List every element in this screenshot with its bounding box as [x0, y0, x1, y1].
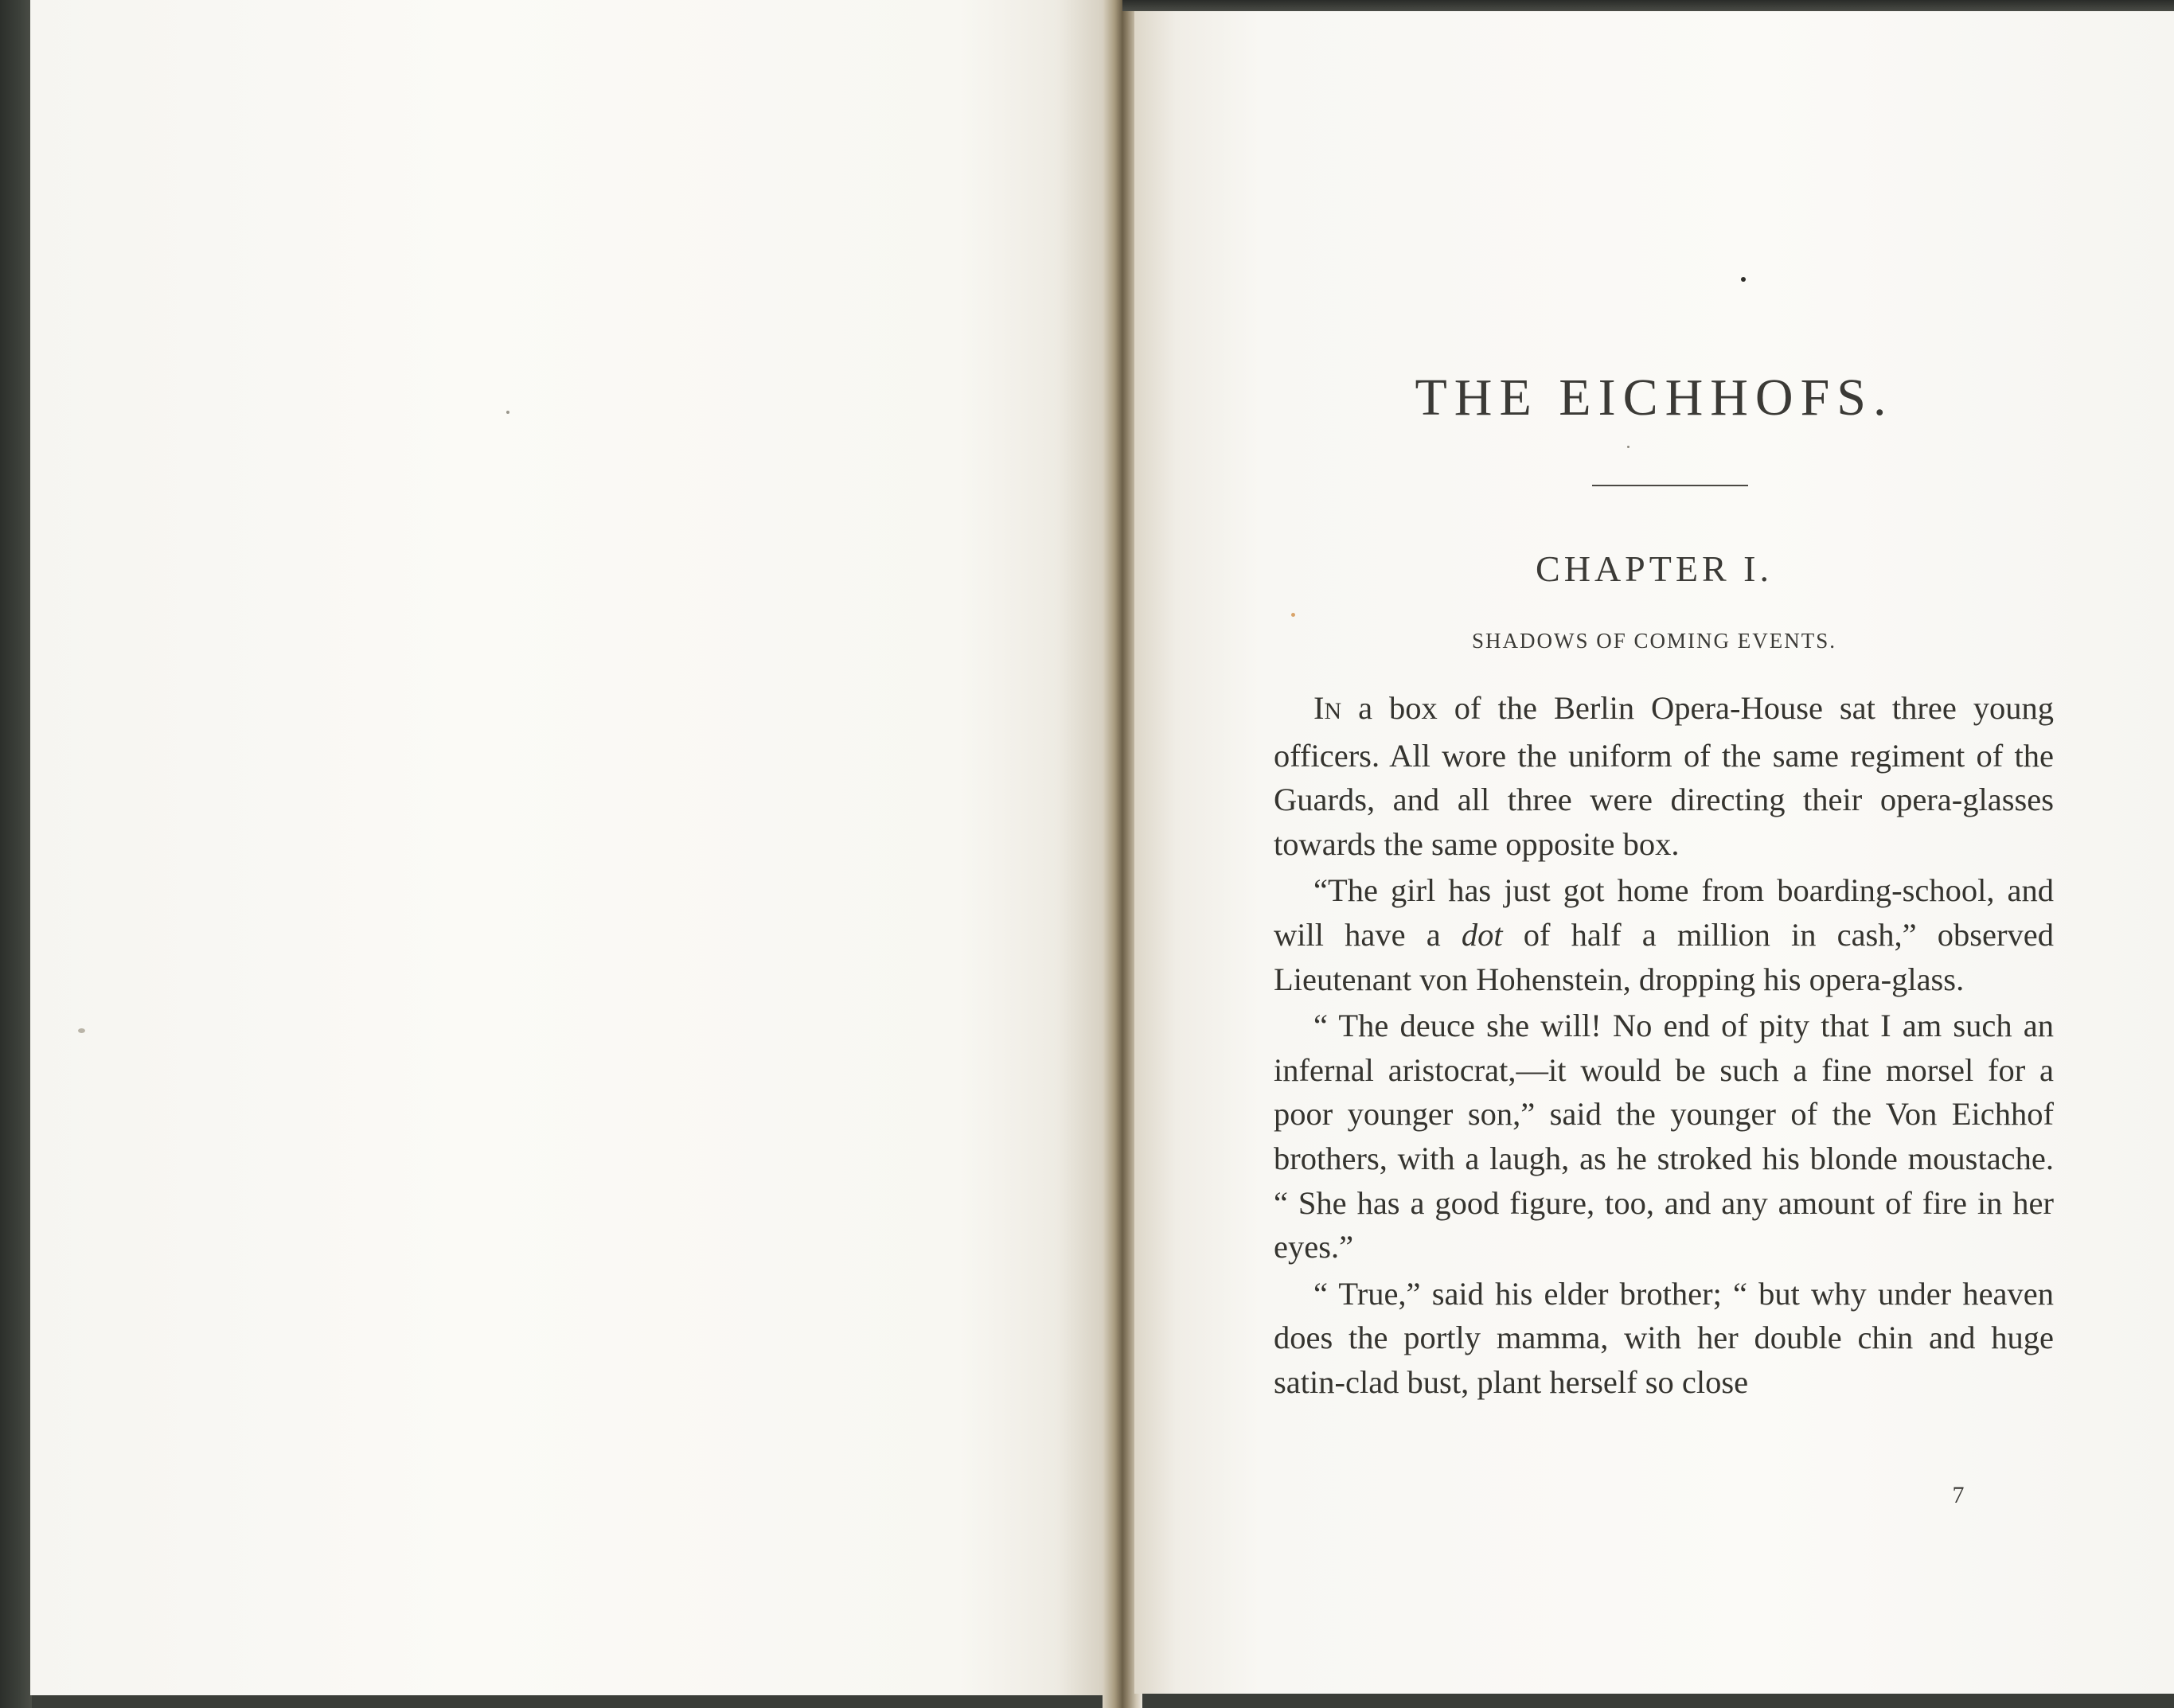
paragraph	[1274, 1272, 2054, 1405]
chapter-heading: CHAPTER I.	[1536, 548, 1773, 589]
paragraph-text: “ The deuce she will! No end of pity that I am such an infernal aristocrat,—it would be such a fine morsel for a poor younger son,” said the younger of the Von Eichhof brothers, with a laugh, as he stroked his blonde moustache. “ She has a good figure, too, and any amount of fire in her eyes.”	[1274, 1008, 2054, 1265]
paragraph	[1274, 868, 2054, 1001]
body-text	[1274, 686, 2054, 1407]
paper-speck	[506, 411, 509, 414]
paper-speck	[1291, 613, 1295, 617]
paragraph-text: of half a million in cash,” observed Lieutenant von Hohenstein, dropping his opera-glass.	[1274, 916, 2054, 997]
page-number: 7	[1952, 1482, 1965, 1508]
drop-word: IN	[1313, 690, 1342, 726]
paragraph-text: “The girl has just got home from boarding-school, and will have a	[1274, 872, 2054, 953]
cover-edge-left	[0, 0, 32, 1708]
book-title: THE EICHHOFS.	[1415, 369, 1894, 427]
italic-word: dot	[1461, 916, 1503, 953]
chapter-title: SHADOWS OF COMING EVENTS.	[1471, 629, 1837, 653]
paragraph	[1274, 686, 2054, 866]
paper-speck	[78, 1028, 85, 1033]
cover-edge-top	[1122, 0, 2174, 11]
blank-left-page	[30, 0, 1122, 1695]
paragraph	[1274, 1004, 2054, 1269]
paper-speck	[1741, 277, 1746, 282]
paragraph-text: “ True,” said his elder brother; “ but why under heaven does the portly mamma, with her double chin and huge satin-clad bust, plant herself so close	[1274, 1275, 2054, 1400]
paper-speck	[1627, 446, 1630, 448]
paragraph-text: a box of the Berlin Opera-House sat three young officers. All wore the uniform of the same regiment of the Guards, and all three were directing their opera-glasses towards the same opposite box.	[1274, 690, 2054, 862]
title-rule	[1592, 485, 1748, 486]
